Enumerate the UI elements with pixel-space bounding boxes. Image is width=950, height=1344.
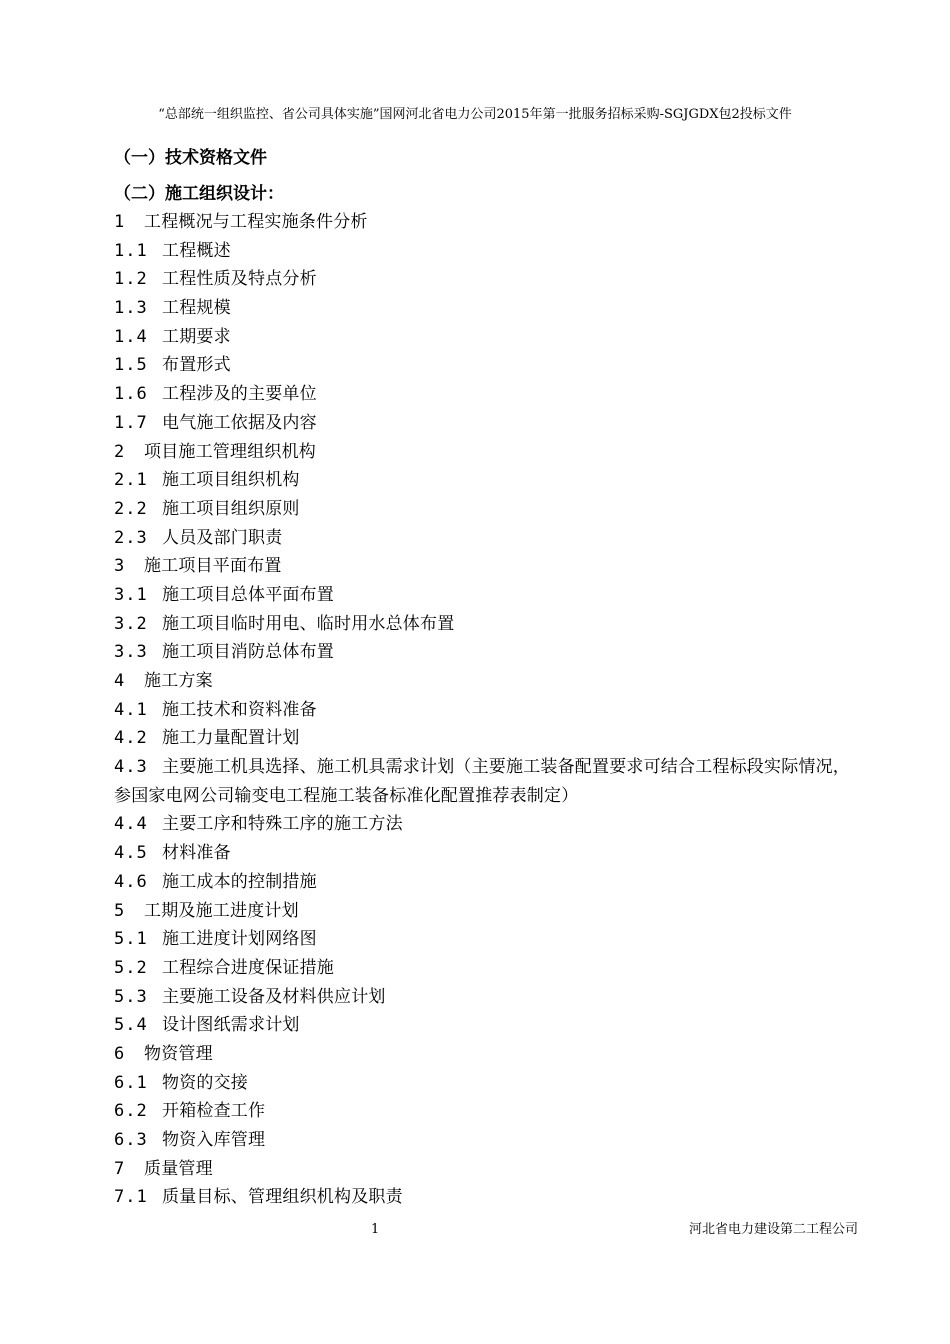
toc-item [114, 1011, 864, 1040]
toc-item [114, 1155, 864, 1184]
toc-item-number: 6.3 [114, 1130, 148, 1151]
toc-item-number: 4.5 [114, 843, 148, 864]
toc-item-number: 2 [114, 441, 126, 462]
toc-item [114, 409, 864, 438]
toc-item-number: 5.3 [114, 986, 148, 1007]
toc-item [114, 466, 864, 495]
toc-item-number: 2.3 [114, 527, 148, 548]
toc-item-title: 工程规模 [162, 298, 231, 319]
toc-item [114, 810, 864, 839]
company-name: 河北省电力建设第二工程公司 [688, 1222, 858, 1237]
toc-item-number: 4 [114, 671, 126, 691]
toc-item-title: 物资管理 [144, 1043, 213, 1064]
toc-item-title: 施工项目组织机构 [162, 470, 300, 491]
toc-item-title: 工程概述 [162, 240, 231, 261]
toc-item-number: 6 [114, 1043, 126, 1064]
toc-item-number: 4.6 [114, 871, 148, 892]
toc-item [114, 925, 864, 954]
toc-item-number: 6.2 [114, 1101, 148, 1122]
toc-item [114, 696, 864, 725]
toc-item [114, 524, 864, 553]
toc-item-number: 7.1 [114, 1187, 148, 1208]
toc-item-title: 主要施工机具选择、施工机具需求计划（主要施工装备配置要求可结合工程标段实际情况，参国家电网公司输变电工程施工装备标准化配置推荐表制定） [114, 757, 850, 806]
toc-item-title: 电气施工依据及内容 [162, 412, 317, 433]
toc-item-title: 施工方案 [144, 671, 213, 691]
section-heading-construction: （二）施工组织设计： [114, 184, 284, 204]
toc-item-number: 3 [114, 556, 126, 577]
toc-item-number: 5 [114, 900, 126, 921]
toc-item [114, 839, 864, 868]
toc-item [114, 438, 864, 467]
toc-item-title: 物资入库管理 [162, 1130, 266, 1151]
toc-item-title: 施工项目消防总体布置 [162, 642, 334, 663]
toc-item-title: 主要施工设备及材料供应计划 [162, 986, 386, 1007]
toc-item-number: 4.4 [114, 814, 148, 835]
toc-item [114, 1097, 864, 1126]
toc-item [114, 323, 864, 352]
toc-item-title: 工程性质及特点分析 [162, 269, 317, 290]
toc-item [114, 581, 864, 610]
toc-item-number: 1.6 [114, 384, 148, 405]
toc-item-number: 1.5 [114, 355, 148, 376]
toc-item-number: 2.1 [114, 470, 148, 491]
toc-item [114, 1183, 864, 1212]
toc-item [114, 351, 864, 380]
toc-item-title: 工程综合进度保证措施 [162, 957, 334, 978]
toc-item [114, 208, 864, 237]
toc-item [114, 495, 864, 524]
toc-item [114, 1069, 864, 1098]
toc-item-number: 6.1 [114, 1072, 148, 1093]
toc-item-title: 物资的交接 [162, 1072, 248, 1093]
toc-item-title: 工程涉及的主要单位 [162, 384, 317, 405]
toc-item [114, 552, 864, 581]
toc-item-title: 施工项目临时用电、临时用水总体布置 [162, 613, 455, 634]
toc-item [114, 1040, 864, 1069]
toc-item-number: 5.1 [114, 929, 148, 950]
toc-item-number: 1.2 [114, 269, 148, 290]
page-number: 1 [371, 1222, 380, 1237]
toc-item-number: 7 [114, 1158, 126, 1179]
toc-item-number: 1.3 [114, 298, 148, 319]
toc-item-title: 质量管理 [144, 1158, 213, 1179]
toc-item-title: 施工进度计划网络图 [162, 929, 317, 950]
toc-item-number: 1 [114, 212, 126, 232]
toc-item-number: 1.1 [114, 240, 148, 261]
toc-item-title: 施工项目总体平面布置 [162, 584, 334, 605]
toc-item-number: 4.2 [114, 728, 148, 749]
toc-item-title: 项目施工管理组织机构 [144, 441, 316, 462]
toc-item-title: 施工项目平面布置 [144, 556, 282, 577]
toc-item-title: 设计图纸需求计划 [162, 1015, 300, 1036]
toc-item-title: 主要工序和特殊工序的施工方法 [162, 814, 403, 835]
toc-item [114, 954, 864, 983]
toc-item [114, 265, 864, 294]
toc-item [114, 724, 864, 753]
toc-item-number: 3.2 [114, 613, 148, 634]
toc-item-title: 材料准备 [162, 843, 231, 864]
toc-item-title: 施工项目组织原则 [162, 498, 300, 519]
toc-item [114, 1126, 864, 1155]
toc-item-number: 3.1 [114, 584, 148, 605]
toc-item [114, 610, 864, 639]
toc-item [114, 753, 864, 810]
toc-item [114, 237, 864, 266]
toc-item-number: 4.3 [114, 757, 148, 778]
toc-item [114, 294, 864, 323]
toc-item [114, 983, 864, 1012]
toc-item-title: 施工技术和资料准备 [162, 699, 317, 720]
table-of-contents [114, 208, 864, 1212]
toc-item-title: 施工成本的控制措施 [162, 871, 317, 892]
page-header: “总部统一组织监控、省公司具体实施”国网河北省电力公司2015年第一批服务招标采购-SGJGDX包2投标文件 [158, 107, 792, 122]
toc-item-number: 2.2 [114, 498, 148, 519]
toc-item-number: 5.2 [114, 957, 148, 978]
toc-item-title: 质量目标、管理组织机构及职责 [162, 1187, 403, 1208]
toc-item [114, 868, 864, 897]
toc-item [114, 667, 864, 696]
toc-item [114, 897, 864, 926]
toc-item-number: 1.4 [114, 326, 148, 347]
toc-item [114, 638, 864, 667]
toc-item-title: 人员及部门职责 [162, 527, 283, 548]
toc-item-number: 3.3 [114, 642, 148, 663]
toc-item-title: 施工力量配置计划 [162, 728, 300, 749]
toc-item-number: 4.1 [114, 699, 148, 720]
toc-item-number: 1.7 [114, 412, 148, 433]
toc-item-title: 开箱检查工作 [162, 1101, 266, 1122]
toc-item-title: 布置形式 [162, 355, 231, 376]
toc-item-title: 工程概况与工程实施条件分析 [144, 212, 368, 232]
page-footer [0, 1220, 950, 1240]
toc-item-title: 工期及施工进度计划 [144, 900, 299, 921]
toc-item [114, 380, 864, 409]
section-heading-technical: （一）技术资格文件 [114, 148, 267, 168]
toc-item-number: 5.4 [114, 1015, 148, 1036]
toc-item-title: 工期要求 [162, 326, 231, 347]
